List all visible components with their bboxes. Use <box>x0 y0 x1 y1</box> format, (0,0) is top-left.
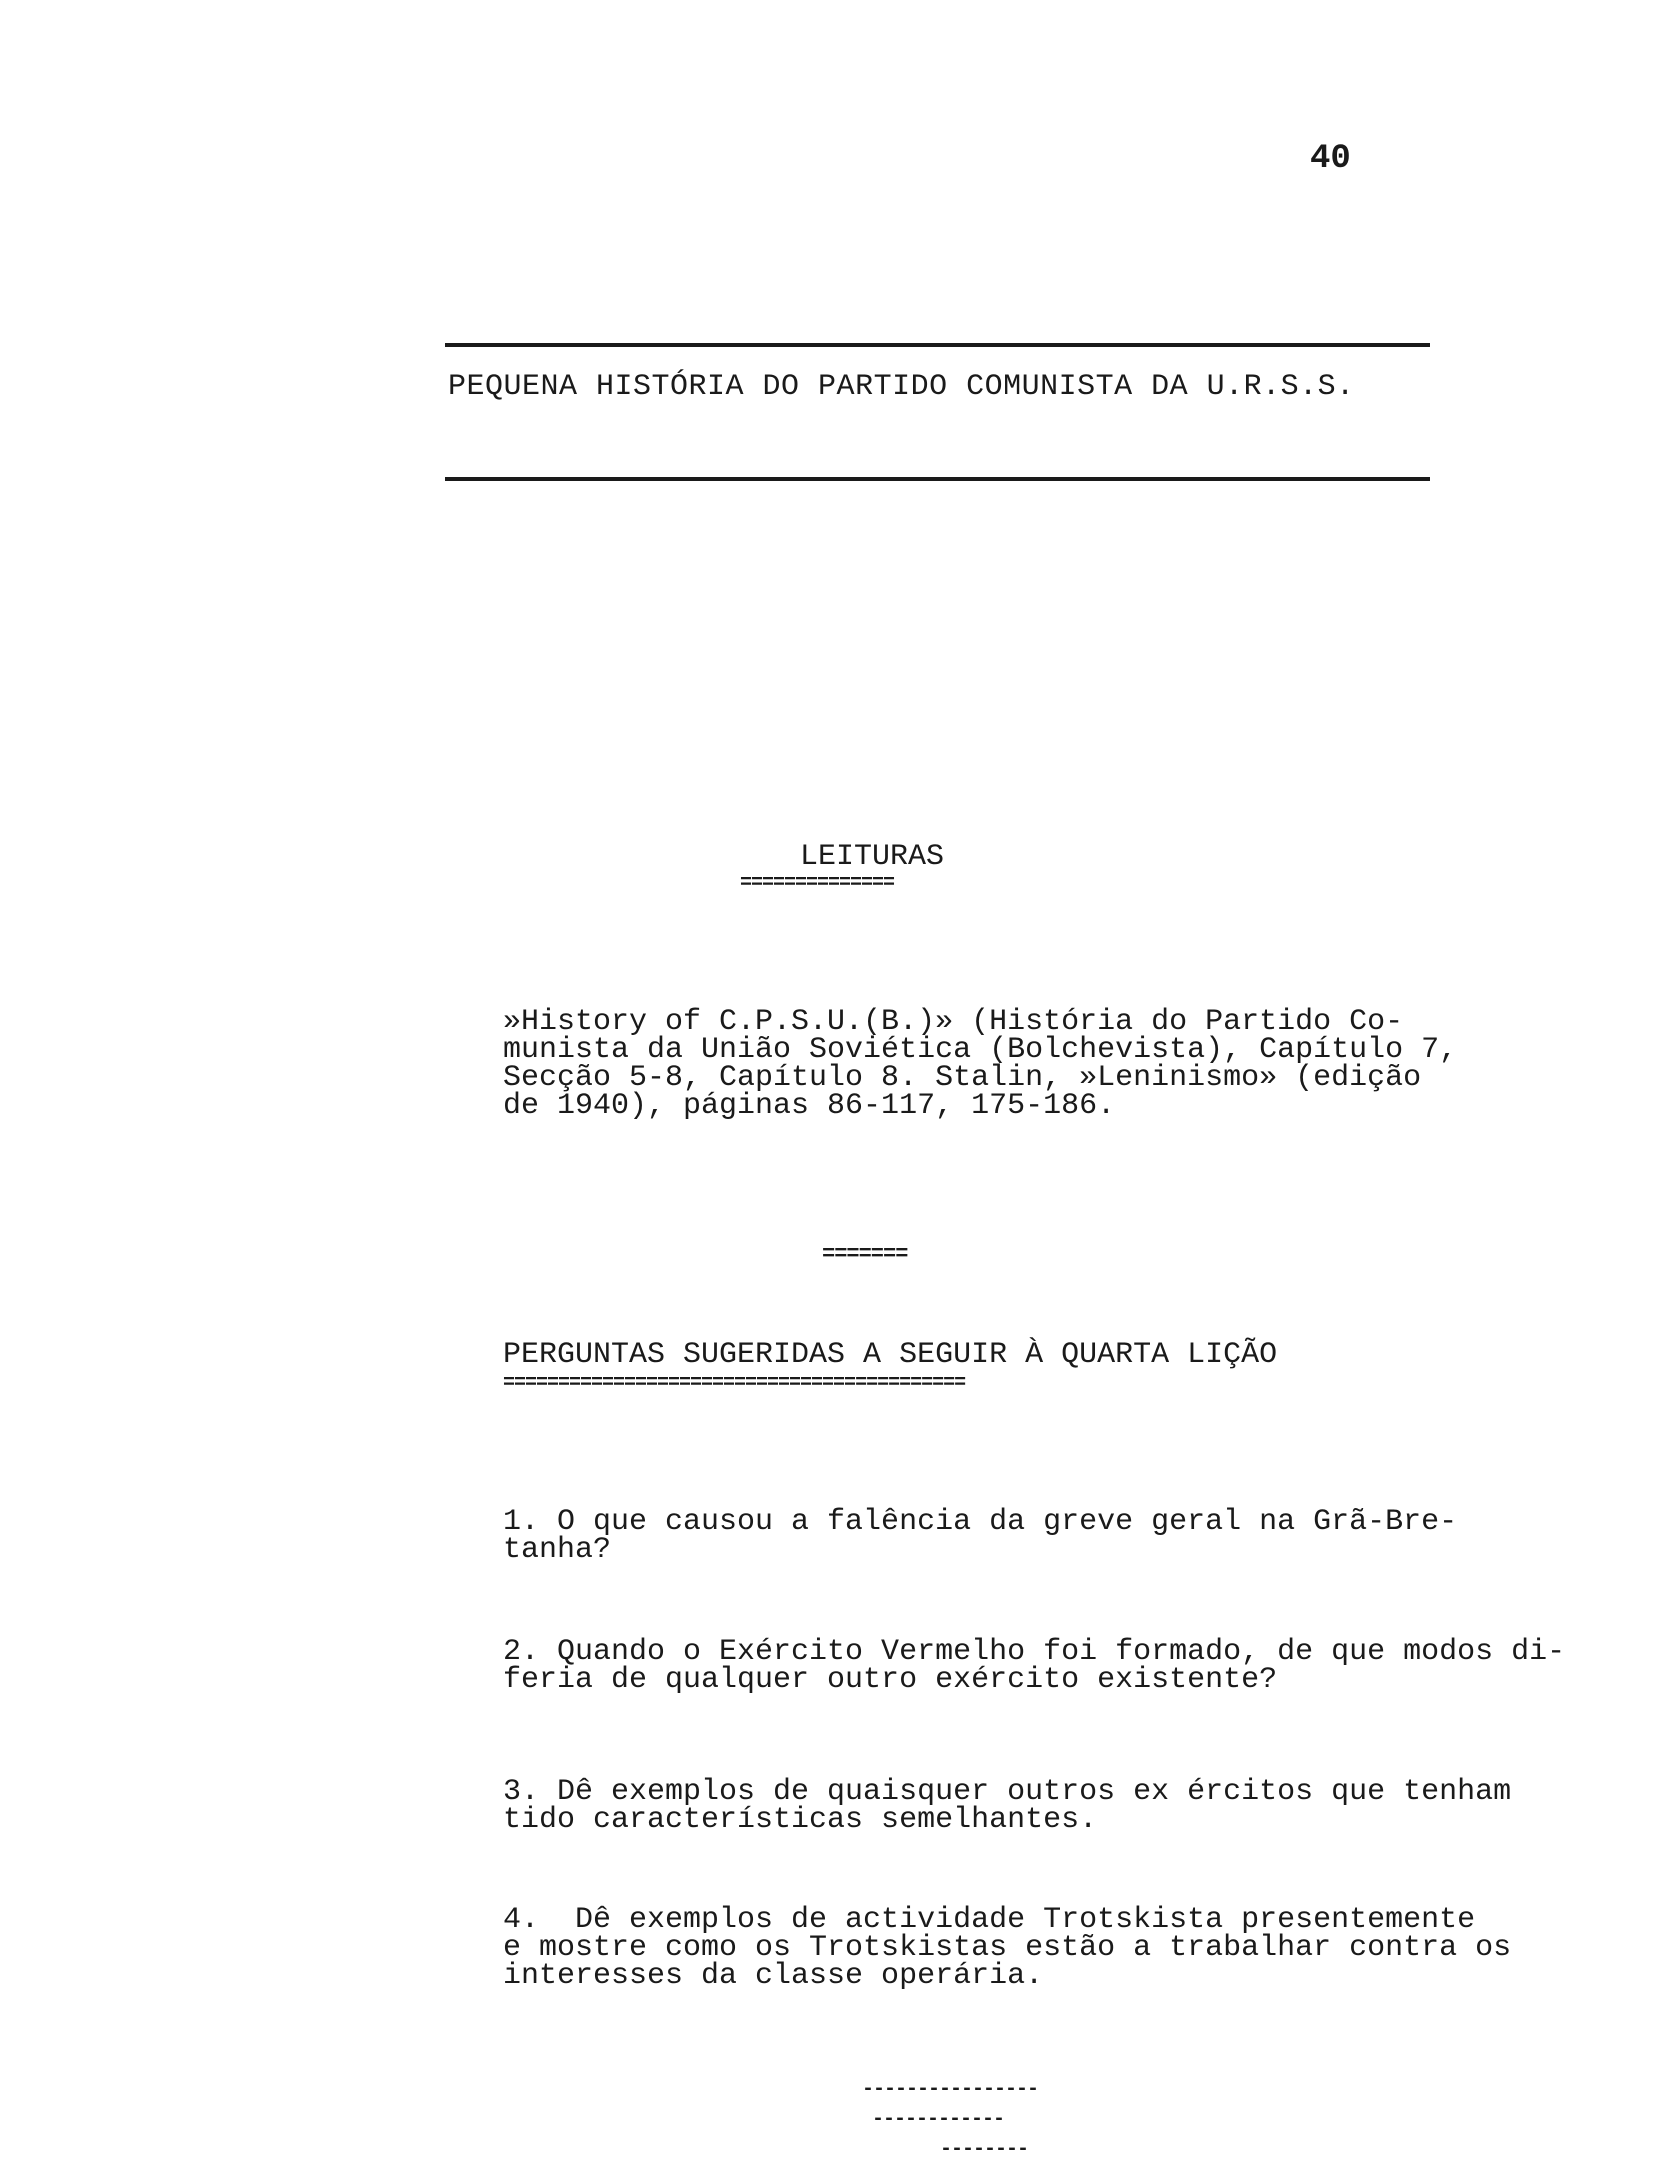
readings-text: »History of C.P.S.U.(B.)» (História do Partido Co- munista da União Soviética (Bolchevista), Capítulo 7, Secção 5-8, Capítulo 8. Stalin, »Leninismo» (edição de 1940), páginas 86-117, 175-186. <box>503 1005 1458 1123</box>
questions-heading: PERGUNTAS SUGERIDAS A SEGUIR À QUARTA LIÇÃO <box>503 1338 1278 1372</box>
question-3: 3. Dê exemplos de quaisquer outros ex ércitos que tenham tido características semelhantes. <box>503 1775 1512 1837</box>
page-number: 40 <box>1310 140 1351 178</box>
questions-heading-underline: ========================================== <box>503 1372 966 1395</box>
title-rule-bottom <box>445 477 1430 481</box>
question-1: 1. O que causou a falência da greve geral na Grã-Bre- tanha? <box>503 1505 1458 1567</box>
document-title: PEQUENA HISTÓRIA DO PARTIDO COMUNISTA DA U.R.S.S. <box>448 370 1355 404</box>
end-mark-3: -------- <box>940 2138 1029 2161</box>
section-separator: ======= <box>822 1242 908 1267</box>
question-2: 2. Quando o Exército Vermelho foi formado, de que modos di- feria de qualquer outro exército existente? <box>503 1635 1566 1697</box>
readings-heading: LEITURAS <box>800 840 945 874</box>
title-rule-top <box>445 343 1430 347</box>
question-4: 4. Dê exemplos de actividade Trotskista presentemente e mostre como os Trotskistas estão a trabalhar contra os interesses da classe operária. <box>503 1903 1512 1993</box>
end-mark-2: ------------ <box>872 2108 1005 2131</box>
readings-heading-underline: ============== <box>740 872 895 895</box>
end-mark-1: ---------------- <box>862 2078 1039 2101</box>
